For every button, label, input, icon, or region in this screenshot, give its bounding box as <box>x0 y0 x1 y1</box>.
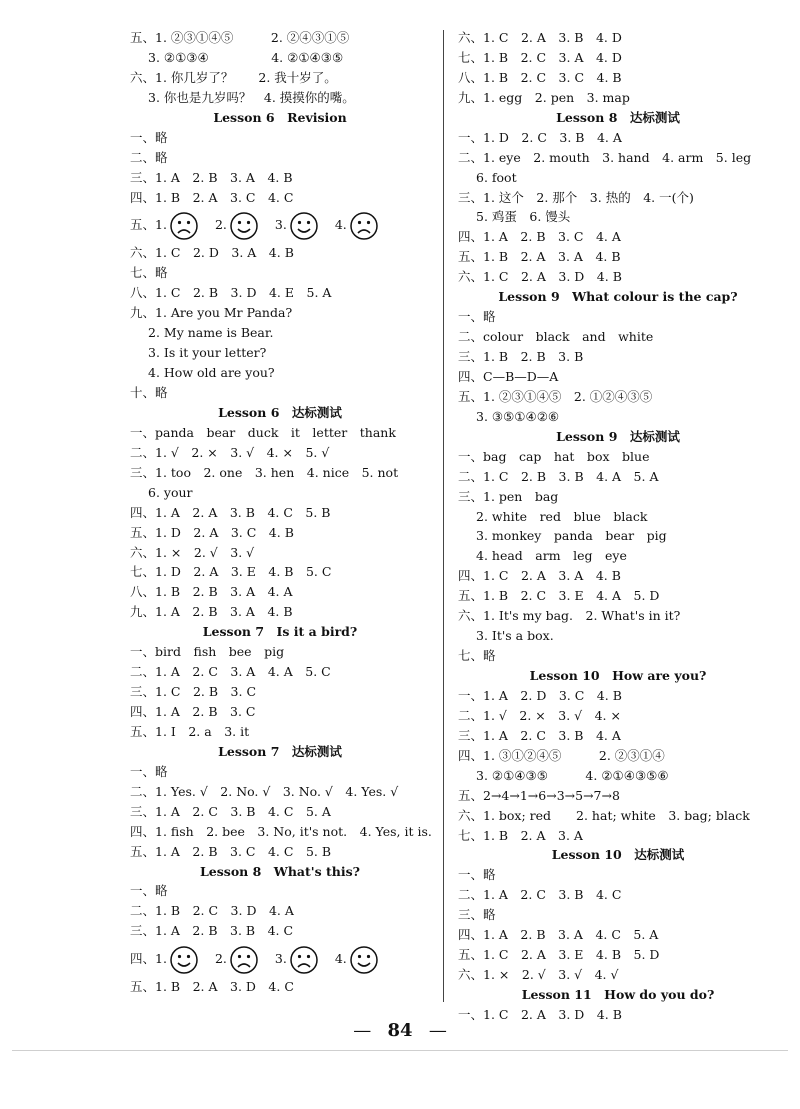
answer-line: 四、1. A 2. B 3. C <box>130 704 256 719</box>
page-number-text: 84 <box>387 1020 413 1041</box>
answer-line: 2. white red blue black <box>476 508 648 524</box>
answer-line: 五、1. C 2. A 3. E 4. B 5. D <box>458 947 660 963</box>
answer-line: 3. ②①③④ 4. ②①④③⑤ <box>148 49 344 65</box>
answer-line: 五、1. A 2. B 3. C 4. C 5. B <box>130 843 332 859</box>
lesson-heading: Lesson 6 Revision <box>213 109 347 125</box>
answer-line: 六、1. box; red 2. hat; white 3. bag; black <box>458 807 750 823</box>
answer-line: 一、略 <box>130 763 168 779</box>
answer-line: 3. Is it your letter? <box>148 345 267 361</box>
answer-line: 六、1. C 2. A 3. D 4. B <box>458 269 622 285</box>
answer-line: 一、略 <box>458 309 496 325</box>
face-label: 2. <box>214 951 227 967</box>
answer-line: 2. My name is Bear. <box>148 325 274 341</box>
face-label: 3. <box>274 951 287 967</box>
answer-line: 八、1. C 2. B 3. D 4. E 5. A <box>130 285 332 301</box>
page-number <box>0 1020 800 1041</box>
answer-line: 三、1. B 2. B 3. B <box>458 349 584 364</box>
answer-line: 一、1. D 2. C 3. B 4. A <box>458 129 622 145</box>
answer-line: 三、1. A 2. B 3. A 4. B <box>130 169 293 185</box>
answer-line: 6. foot <box>476 169 517 185</box>
answer-line: 一、bag cap hat box blue <box>458 448 650 464</box>
answer-line: 四、1. A 2. B 3. C 4. A <box>458 229 621 245</box>
answer-line: 一、panda bear duck it letter thank <box>130 424 396 440</box>
answer-line: 三、1. A 2. C 3. B 4. A <box>458 727 621 743</box>
answer-line: 五、1. ②③①④⑤ 2. ②④③①⑤ <box>130 30 350 45</box>
answer-line: 三、1. 这个 2. 那个 3. 热的 4. 一(个) <box>458 189 694 205</box>
answer-line: 二、1. B 2. C 3. D 4. A <box>130 903 294 919</box>
lesson-heading: Lesson 6 达标测试 <box>218 404 342 420</box>
lesson-heading: Lesson 10 达标测试 <box>551 847 685 863</box>
answer-line: 3. It's a box. <box>476 628 554 644</box>
answer-line: 二、colour black and white <box>458 329 654 345</box>
right-column <box>458 28 778 1025</box>
lesson-heading: Lesson 8 达标测试 <box>556 109 680 125</box>
answer-line: 八、1. B 2. B 3. A 4. A <box>130 584 293 600</box>
answer-line: 二、1. A 2. C 3. B 4. C <box>458 887 622 903</box>
answer-line: 五、1. ②③①④⑤ 2. ①②④③⑤ <box>458 388 653 404</box>
answer-line: 五、2→4→1→6→3→5→7→8 <box>458 787 620 803</box>
answer-line: 5. 鸡蛋 6. 馒头 <box>476 209 571 225</box>
answer-line: 六、1. × 2. √ 3. √ 4. √ <box>458 967 619 983</box>
answer-line: 3. ③⑤①④②⑥ <box>476 408 560 424</box>
sad-face-icon <box>169 211 199 241</box>
answer-line: 十、略 <box>130 385 168 400</box>
smiley-face-icon <box>349 945 379 975</box>
answer-line: 七、略 <box>130 265 168 281</box>
answer-line: 二、1. Yes. √ 2. No. √ 3. No. √ 4. Yes. √ <box>130 783 399 799</box>
answer-line: 一、略 <box>130 883 168 899</box>
answer-line: 九、1. egg 2. pen 3. map <box>458 89 630 105</box>
face-label: 2. <box>214 217 227 233</box>
answer-line: 二、1. eye 2. mouth 3. hand 4. arm 5. leg <box>458 149 752 165</box>
answer-line: 六、1. C 2. D 3. A 4. B <box>130 245 294 261</box>
answer-line: 六、1. It's my bag. 2. What's in it? <box>458 608 681 624</box>
answer-line: 三、1. A 2. C 3. B 4. C 5. A <box>130 803 331 819</box>
answer-line: 二、1. √ 2. × 3. √ 4. × <box>458 707 621 723</box>
lesson-heading: Lesson 11 How do you do? <box>521 987 715 1002</box>
answer-line: 一、bird fish bee pig <box>130 644 285 660</box>
faces-prefix: 四、1. <box>130 951 167 967</box>
answer-line: 三、1. A 2. B 3. B 4. C <box>130 923 294 939</box>
answer-line: 4. How old are you? <box>148 365 275 381</box>
column-divider <box>443 30 444 1002</box>
answer-line-faces <box>130 941 430 977</box>
answer-line: 4. head arm leg eye <box>476 548 627 564</box>
answer-line: 四、1. fish 2. bee 3. No, it's not. 4. Yes, it is. <box>130 823 432 839</box>
answer-line: 3. monkey panda bear pig <box>476 528 667 544</box>
face-label: 4. <box>334 951 347 967</box>
lesson-heading: Lesson 9 达标测试 <box>556 428 680 444</box>
answer-line: 六、1. 你几岁了？ 2. 我十岁了。 <box>130 69 337 85</box>
answer-line-faces <box>130 207 430 243</box>
answer-line: 六、1. × 2. √ 3. √ <box>130 544 255 560</box>
answer-line: 七、略 <box>458 648 496 664</box>
faces-prefix: 五、1. <box>130 217 167 233</box>
lesson-heading: Lesson 8 What's this? <box>200 863 360 879</box>
lesson-heading: Lesson 7 Is it a bird? <box>202 624 358 640</box>
answer-line: 6. your <box>148 484 193 500</box>
answer-line: 五、1. B 2. A 3. A 4. B <box>458 249 621 265</box>
answer-line: 四、1. B 2. A 3. C 4. C <box>130 189 294 205</box>
footer-rule <box>12 1050 788 1051</box>
answer-line: 二、1. A 2. C 3. A 4. A 5. C <box>130 664 331 680</box>
sad-face-icon <box>349 211 379 241</box>
smiley-face-icon <box>169 945 199 975</box>
answer-line: 三、1. too 2. one 3. hen 4. nice 5. not <box>130 464 399 480</box>
left-column <box>130 28 430 997</box>
answer-line: 五、1. B 2. C 3. E 4. A 5. D <box>458 588 660 604</box>
answer-line: 四、1. ③①②④⑤ 2. ②③①④ <box>458 747 665 763</box>
answer-line: 五、1. I 2. a 3. it <box>130 723 250 739</box>
answer-line: 三、略 <box>458 907 496 923</box>
answer-line: 三、1. C 2. B 3. C <box>130 684 257 700</box>
lesson-heading: Lesson 10 How are you? <box>529 668 707 683</box>
face-label: 4. <box>334 217 347 233</box>
page-dash-left: — <box>353 1020 372 1041</box>
lesson-heading: Lesson 9 What colour is the cap? <box>498 289 738 305</box>
answer-line: 九、1. A 2. B 3. A 4. B <box>130 604 293 620</box>
answer-line: 四、1. A 2. B 3. A 4. C 5. A <box>458 927 659 943</box>
answer-line: 一、略 <box>130 129 168 145</box>
answer-line: 3. 你也是九岁吗？ 4. 摸摸你的嘴。 <box>148 89 355 105</box>
answer-line: 四、1. C 2. A 3. A 4. B <box>458 568 621 584</box>
answer-line: 五、1. B 2. A 3. D 4. C <box>130 979 294 995</box>
answer-line: 二、1. √ 2. × 3. √ 4. × 5. √ <box>130 444 330 460</box>
answer-line: 四、C—B—D—A <box>458 368 559 384</box>
page-dash-right: — <box>428 1020 447 1041</box>
answer-line: 七、1. D 2. A 3. E 4. B 5. C <box>130 564 332 580</box>
answer-line: 六、1. C 2. A 3. B 4. D <box>458 30 622 45</box>
answer-line: 3. ②①④③⑤ 4. ②①④③⑤⑥ <box>476 767 669 783</box>
lesson-heading: Lesson 7 达标测试 <box>218 743 342 759</box>
answer-line: 二、1. C 2. B 3. B 4. A 5. A <box>458 468 659 484</box>
answer-line: 七、1. B 2. C 3. A 4. D <box>458 49 622 65</box>
sad-face-icon <box>289 945 319 975</box>
smiley-face-icon <box>289 211 319 241</box>
face-label: 3. <box>274 217 287 233</box>
answer-line: 五、1. D 2. A 3. C 4. B <box>130 524 294 540</box>
smiley-face-icon <box>229 211 259 241</box>
sad-face-icon <box>229 945 259 975</box>
answer-line: 三、1. pen bag <box>458 488 559 504</box>
answer-line: 一、略 <box>458 867 496 883</box>
answer-line: 一、1. C 2. A 3. D 4. B <box>458 1006 622 1022</box>
answer-line: 九、1. Are you Mr Panda? <box>130 305 293 321</box>
answer-line: 一、1. A 2. D 3. C 4. B <box>458 687 622 703</box>
answer-line: 七、1. B 2. A 3. A <box>458 827 583 843</box>
answer-line: 四、1. A 2. A 3. B 4. C 5. B <box>130 504 331 520</box>
answer-line: 二、略 <box>130 149 168 165</box>
answer-line: 八、1. B 2. C 3. C 4. B <box>458 69 622 85</box>
